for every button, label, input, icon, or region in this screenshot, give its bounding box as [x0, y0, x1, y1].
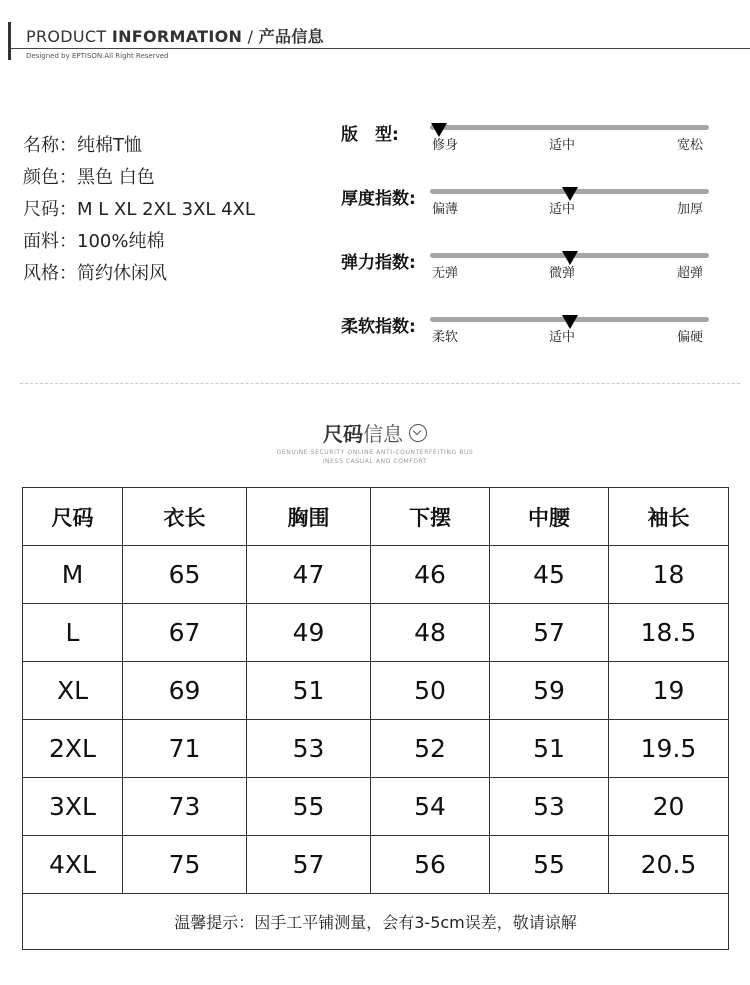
index-right-label: 宽松	[677, 138, 704, 153]
header-subtitle: Designed by EPTISON.All Right Reserved	[26, 52, 169, 60]
header-accent-bar	[8, 22, 11, 60]
size-table	[22, 487, 729, 950]
table-cell: 53	[490, 778, 609, 836]
table-cell: 46	[371, 546, 490, 604]
table-cell: 67	[123, 604, 247, 662]
table-cell: 65	[123, 546, 247, 604]
table-row	[23, 546, 729, 604]
table-row	[23, 604, 729, 662]
column-header: 尺码	[23, 488, 123, 546]
index-elasticity	[0, 248, 750, 288]
table-cell: 4XL	[23, 836, 123, 894]
page-title	[26, 24, 324, 47]
table-cell: 19	[609, 662, 729, 720]
table-cell: 71	[123, 720, 247, 778]
index-label: 版 型:	[341, 125, 399, 145]
index-softness	[0, 312, 750, 352]
index-track	[430, 125, 709, 130]
index-mid-label: 适中	[549, 202, 576, 217]
table-cell: 20	[609, 778, 729, 836]
info-color: 颜色：黑色 白色	[23, 167, 155, 188]
index-track	[430, 317, 709, 322]
measurement-note: 温馨提示：因手工平铺测量，会有3-5cm误差，敬请谅解	[23, 894, 729, 950]
info-fabric: 面料：100%纯棉	[23, 231, 165, 252]
table-cell: 20.5	[609, 836, 729, 894]
index-mid-label: 适中	[549, 138, 576, 153]
index-thickness	[0, 184, 750, 224]
title-en-light: PRODUCT	[26, 27, 107, 46]
column-header: 袖长	[609, 488, 729, 546]
index-mid-label: 适中	[549, 330, 576, 345]
table-cell: 69	[123, 662, 247, 720]
index-mid-label: 微弹	[549, 266, 576, 281]
title-en-bold: INFORMATION	[111, 27, 243, 46]
index-right-label: 超弹	[677, 266, 704, 281]
title-separator: /	[247, 27, 254, 46]
table-cell: 55	[247, 778, 371, 836]
table-cell: 2XL	[23, 720, 123, 778]
table-cell: 73	[123, 778, 247, 836]
table-cell: 53	[247, 720, 371, 778]
size-section-subtitle-2: INESS CASUAL AND COMFORT	[322, 458, 428, 465]
table-cell: M	[23, 546, 123, 604]
info-name: 名称：纯棉T恤	[23, 135, 142, 156]
table-cell: 18.5	[609, 604, 729, 662]
table-cell: 55	[490, 836, 609, 894]
index-right-label: 加厚	[677, 202, 704, 217]
header-rule	[10, 48, 750, 49]
table-cell: 54	[371, 778, 490, 836]
size-section-subtitle-1: GENUINE SECURITY ONLINE ANTI-COUNTERFEITING BUS	[276, 449, 474, 456]
table-cell: 51	[490, 720, 609, 778]
table-row	[23, 836, 729, 894]
table-cell: 50	[371, 662, 490, 720]
size-section-title	[0, 418, 750, 447]
column-header: 中腰	[490, 488, 609, 546]
info-size: 尺码：M L XL 2XL 3XL 4XL	[23, 199, 255, 220]
column-header: 下摆	[371, 488, 490, 546]
table-cell: 52	[371, 720, 490, 778]
column-header: 胸围	[247, 488, 371, 546]
table-cell: 59	[490, 662, 609, 720]
title-cn: 产品信息	[258, 27, 324, 46]
table-cell: XL	[23, 662, 123, 720]
size-title-bold: 尺码	[323, 422, 363, 446]
table-cell: 75	[123, 836, 247, 894]
chevron-circle-down-icon	[409, 424, 427, 442]
table-cell: 45	[490, 546, 609, 604]
index-right-label: 偏硬	[677, 330, 704, 345]
table-cell: 56	[371, 836, 490, 894]
index-label: 弹力指数:	[341, 253, 416, 273]
table-row	[23, 662, 729, 720]
table-cell: 51	[247, 662, 371, 720]
index-left-label: 修身	[432, 138, 459, 153]
table-row	[23, 778, 729, 836]
table-note-row	[23, 894, 729, 950]
info-style: 风格：简约休闲风	[23, 263, 167, 284]
table-cell: 47	[247, 546, 371, 604]
table-cell: 57	[247, 836, 371, 894]
table-cell: 57	[490, 604, 609, 662]
table-cell: 18	[609, 546, 729, 604]
index-track	[430, 189, 709, 194]
size-title-normal: 信息	[363, 422, 403, 446]
index-label: 厚度指数:	[341, 189, 416, 209]
index-left-label: 无弹	[432, 266, 459, 281]
section-divider	[20, 383, 740, 384]
table-cell: L	[23, 604, 123, 662]
index-label: 柔软指数:	[341, 317, 416, 337]
index-left-label: 柔软	[432, 330, 459, 345]
table-cell: 3XL	[23, 778, 123, 836]
table-cell: 19.5	[609, 720, 729, 778]
table-cell: 49	[247, 604, 371, 662]
table-cell: 48	[371, 604, 490, 662]
index-fit	[0, 120, 750, 160]
index-left-label: 偏薄	[432, 202, 459, 217]
index-track	[430, 253, 709, 258]
column-header: 衣长	[123, 488, 247, 546]
table-header-row	[23, 488, 729, 546]
table-row	[23, 720, 729, 778]
